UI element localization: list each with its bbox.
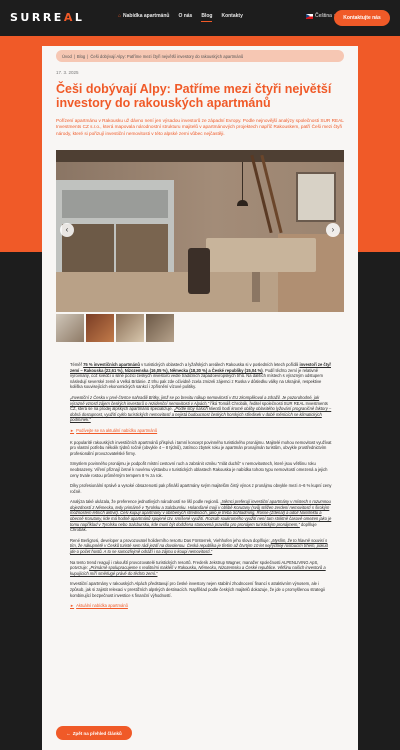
paragraph: K popularitě rakouských investičních apartmánů přispívá i tamní koncept povinného turistického pronájmu. Majitelé mohou nemovitost využívat pro vlastní potřebu několik týdnů ročně (obvykle 4 – 8 týdnů), zatímco zbytek roku je apartmán pronajímán turistům, obvykle prostřednictvím profesionální provozovatelské firmy. xyxy=(70,439,332,456)
language-selector[interactable]: Čeština xyxy=(306,13,336,19)
image-gallery[interactable] xyxy=(56,150,344,312)
czech-flag-icon xyxy=(306,14,313,19)
photo-lamp xyxy=(237,200,248,206)
photo-chair xyxy=(188,248,210,294)
photo-table xyxy=(206,238,316,272)
photo-kitchen-wall xyxy=(62,190,168,218)
triangle-right-icon: ► xyxy=(70,603,75,609)
photo-table-leg xyxy=(252,272,260,302)
breadcrumb-separator: | xyxy=(87,53,89,59)
nav-item-blog[interactable]: Blog xyxy=(201,13,212,22)
breadcrumb-blog[interactable]: Blog xyxy=(76,53,86,59)
nav-item-contacts[interactable]: Kontakty xyxy=(221,13,243,19)
apartments-offer-link[interactable]: ► Podívejte se na aktuální nabídku apartmánů xyxy=(70,427,158,433)
breadcrumb-current: Češi dobývají Alpy: Patříme mezi čtyři největší investory do rakouských apartmánů xyxy=(90,53,244,59)
paragraph: „Investiční z Česka v prvé čtvrtce nahradili Britky, jimž se po brexitu nákup nemovitostí v EU zkomplikoval a zdražil. Je pozoruhodné, jak výrazně vzrostl zájem českých investorů o rezidenční nemovitosti v Alpách,“ říká Tomáš Chrobák, ředitel společnosti SUR REAL Investments CZ, která se na prodej alpských apartmánů specializuje. „Podle stoy našich klientů hodí kromě obliby oblasitého lyžování prograničně faktory – dobrá dostupnost, využití cyklo turistických nemovitostí a nejistá budoucnost českých horských středisek v době měnících se klimatických podmínek.“ xyxy=(70,394,332,423)
arrow-left-icon: ← xyxy=(66,730,71,736)
back-to-articles-button[interactable]: ← Zpět na přehled článků xyxy=(56,726,132,740)
site-header xyxy=(0,0,400,36)
gallery-thumbnail[interactable] xyxy=(116,314,144,342)
photo-ceiling xyxy=(56,150,344,162)
chevron-left-icon[interactable]: ‹ xyxy=(60,223,74,237)
photo-cabinet xyxy=(116,224,168,274)
article-card xyxy=(42,46,358,750)
paragraph: Na tento trend reagují i rakouští provozovatelé turistických resortů. Frederik Jekstrup Wagner, manažer společnosti ALPENLIVING ApS, potvrzuje: „Primárně spolupracujeme s realitními makléři v Rakousku, Německu, Nizozemsku a České republice. Většinu našich investorů a kupujících míří směrlugé právě do těchto zemí.“ xyxy=(70,559,326,576)
paragraph: Investiční apartmány v rakouských Alpách představují pro české investory nejen stabilní zhodnocení financí s atraktivním výnosem, ale i způsob, jak si zajistit relexaci v prestižních alpských destinacích. Například podle českých majitelů dokazuje, že jde o promyšlenou strategii kombinující bezpečnost investice s finanční výhodností. xyxy=(70,581,325,598)
logo[interactable]: SURREAL xyxy=(10,11,85,24)
home-icon: ⌂ xyxy=(118,13,122,19)
main-nav xyxy=(118,13,243,22)
nav-item-about[interactable]: O nás xyxy=(178,13,193,19)
photo-window xyxy=(296,172,336,222)
paragraph: René Berligrosi, developer a provozovatel holiderního resortu Das Försterrek, Viehhofen jeho slova doplňuje: „Myslím, že to hlavně souvisí s tím, že nákupnétě v Česků turisté sem rádi jezdí na dovolenou. Česká republika je třetím až čtvrtým 10 let nejrychleji rostoucím trhem, pokud jde o počet hostů. A to se samozřejmě odráží i na zájmu o koupi nemovitostí.“ xyxy=(70,537,328,555)
paragraph: Analýza také ukázala, že preference jednotlivých národností se liší podle regionů. „Němci preferují investiční apartmány v místech s rozumnou dojezdností z Německa, tedy primárně v Tyrolsku a Salcbursku. Holanďané mají v oblibě Korutany (svůj stěžen zerdení nemovitostí s širokým možnostem letních aktivit). Češi kupují apartmány v oblíbených střediscích, jako je třeba Schladming, Rosse (Zdenal) a údolí Nassfeldu a obecně Korutany, kde má hodně apartmánů spojené tzv. smíšené využití. Rozsah soukromého využití není tam striktně časově omezen jako je tomu například v Tyrolsku nebo Salcbursku, kde musí být dodržena stanovená pravidla pro pronájem turistickým pronájmem,“ doplňuje Chrobák. xyxy=(70,499,332,533)
article-date: 17. 3. 2025 xyxy=(56,70,79,75)
breadcrumb-separator: | xyxy=(73,53,75,59)
paragraph: Díky profesionální správě a vysoké obsazenosti pak přináší apartmány svým majitelům čistý výnos z pronájmu obvykle mezi 4–6 % kupní ceny ročně. xyxy=(70,483,332,494)
photo-lamp-cord xyxy=(242,162,243,202)
current-offer-link[interactable]: ► Aktuální nabídka apartmánů xyxy=(70,603,128,609)
contact-button[interactable]: Kontaktujte nás xyxy=(334,10,390,26)
gallery-thumbnails xyxy=(56,314,174,342)
gallery-thumbnail[interactable] xyxy=(56,314,84,342)
gallery-thumbnail[interactable] xyxy=(146,314,174,342)
gallery-thumbnail[interactable] xyxy=(86,314,114,342)
triangle-right-icon: ► xyxy=(70,427,75,433)
nav-item-apartments[interactable]: ⌂ Nabídka apartmánů xyxy=(118,13,170,19)
chevron-right-icon[interactable]: › xyxy=(326,223,340,237)
breadcrumb-home[interactable]: Úvod xyxy=(62,53,72,59)
article-title: Češi dobývají Alpy: Patříme mezi čtyři největší investory do rakouských apartmánů xyxy=(56,82,332,110)
paragraph: Téměř 75 % investičních apartmánů v turistických oblastech a lyžařských areálech Rakouska si v posledních letech pořídili investoři ze čtyř zemí – Rakouska (22,61 %), Nizozemska (16,05 %), Německa (18,30 %) a České republiky (15,04 %). Podíl těchto zemí je relativně vyrovnaný, což svědčí o silné pozici českých investorů vedle tradičních zápaďoevropských trhů. Na dalších místech s výrazným odstupem následují severské země a Velká Británie. Z trhu pak zde očividně zcela zmizeli zájemci z Ruska v důsledku války na Ukrajině, respektive koliška souvisejících ekonomických sankcí i zpřísnění vízové politiky. xyxy=(70,362,331,390)
breadcrumb xyxy=(56,50,344,62)
article-body xyxy=(70,362,332,615)
article-lead: Pořízení apartmánu v Rakousku už dávno není jen výsadou investorů ze západní Evropy. Podle nejnovější analýzy společnosti SUR REAL Investments CZ s.r.o., která mapovala národnostní strukturu majitelů v apartmánových projektech napříč Rakouskem, patří Češi mezi čtyři národy, které si pořizují investiční nemovitosti v této alpské zemi vůbec nejčastěji. xyxy=(56,118,344,136)
paragraph: Smyslem povinného pronájmu je podpořit místní cestovní ruch a zabránit vzniku "mlát duchů" v nemovitostech, které jsou většinu roku neobsazeny. Víření přiznají četné k novému výstavbu v turistických oblastech Rakouska je nabídka tohoto typu nemovitostí omezená a jejich ceny trvale rostou průměrným tempem 8 % za rok. xyxy=(70,461,328,478)
